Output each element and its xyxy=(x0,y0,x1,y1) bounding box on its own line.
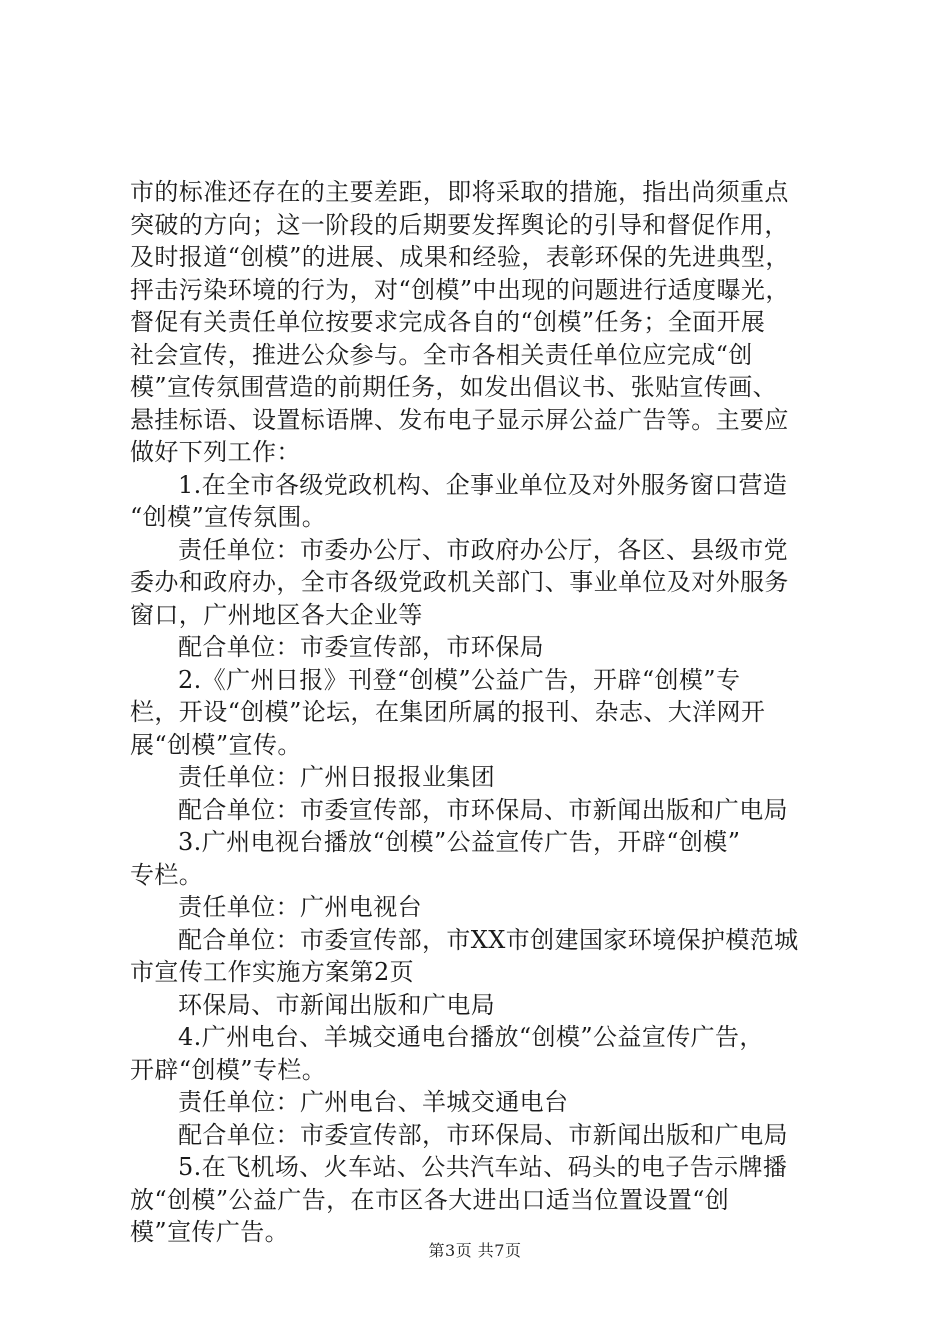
body-line: 做好下列工作： xyxy=(130,438,301,466)
body-line: 展“创模”宣传。 xyxy=(130,730,302,759)
responsible-unit-line: 责任单位：市委办公厅、市政府办公厅，各区、县级市党 xyxy=(178,535,788,564)
body-line: 悬挂标语、设置标语牌、发布电子显示屏公益广告等。主要应 xyxy=(130,405,789,434)
responsible-unit-line: 责任单位：广州电台、羊城交通电台 xyxy=(178,1088,569,1116)
list-item-2-heading: 2.《广州日报》刊登“创模”公益广告，开辟“创模”专 xyxy=(178,665,741,694)
list-item-1-heading: 1.在全市各级党政机构、企事业单位及对外服务窗口营造 xyxy=(178,470,788,499)
body-line: 及时报道“创模”的进展、成果和经验，表彰环保的先进典型， xyxy=(130,243,790,271)
cooperating-unit-line: 配合单位：市委宣传部，市XX市创建国家环境保护模范城 xyxy=(178,925,799,954)
body-line: “创模”宣传氛围。 xyxy=(130,503,327,531)
body-line: 放“创模”公益广告，在市区各大进出口适当位置设置“创 xyxy=(130,1185,730,1214)
responsible-unit-line: 责任单位：广州日报报业集团 xyxy=(178,763,496,791)
body-line: 委办和政府办，全市各级党政机关部门、事业单位及对外服务 xyxy=(130,568,789,596)
body-line: 模”宣传广告。 xyxy=(130,1218,290,1246)
cooperating-unit-line: 配合单位：市委宣传部，市环保局、市新闻出版和广电局 xyxy=(178,1120,788,1149)
body-line: 窗口，广州地区各大企业等 xyxy=(130,600,423,629)
list-item-5-heading: 5.在飞机场、火车站、公共汽车站、码头的电子告示牌播 xyxy=(178,1153,788,1181)
cooperating-unit-line: 配合单位：市委宣传部，市环保局、市新闻出版和广电局 xyxy=(178,795,788,824)
body-line: 市的标准还存在的主要差距，即将采取的措施，指出尚须重点 xyxy=(130,178,789,206)
body-line: 突破的方向；这一阶段的后期要发挥舆论的引导和督促作用， xyxy=(130,210,789,239)
body-line: 市宣传工作实施方案第2页 xyxy=(130,958,415,986)
body-line: 专栏。 xyxy=(130,860,204,889)
page-number-footer: 第3页 共7页 xyxy=(428,1241,522,1260)
body-line: 抨击污染环境的行为，对“创模”中出现的问题进行适度曝光， xyxy=(130,275,790,304)
body-line: 模”宣传氛围营造的前期任务，如发出倡议书、张贴宣传画、 xyxy=(130,373,778,401)
body-line: 栏，开设“创模”论坛，在集团所属的报刊、杂志、大洋网开 xyxy=(130,698,766,726)
cooperating-unit-line: 配合单位：市委宣传部，市环保局 xyxy=(178,633,544,661)
list-item-4-heading: 4.广州电台、羊城交通电台播放“创模”公益宣传广告， xyxy=(178,1023,764,1051)
responsible-unit-line: 责任单位：广州电视台 xyxy=(178,893,422,921)
body-line: 开辟“创模”专栏。 xyxy=(130,1055,327,1084)
body-line: 督促有关责任单位按要求完成各自的“创模”任务；全面开展 xyxy=(130,308,766,336)
body-line: 社会宣传，推进公众参与。全市各相关责任单位应完成“创 xyxy=(130,340,753,369)
body-line: 环保局、市新闻出版和广电局 xyxy=(178,990,496,1019)
document-body xyxy=(130,176,830,1249)
list-item-3-heading: 3.广州电视台播放“创模”公益宣传广告，开辟“创模” xyxy=(178,828,741,856)
